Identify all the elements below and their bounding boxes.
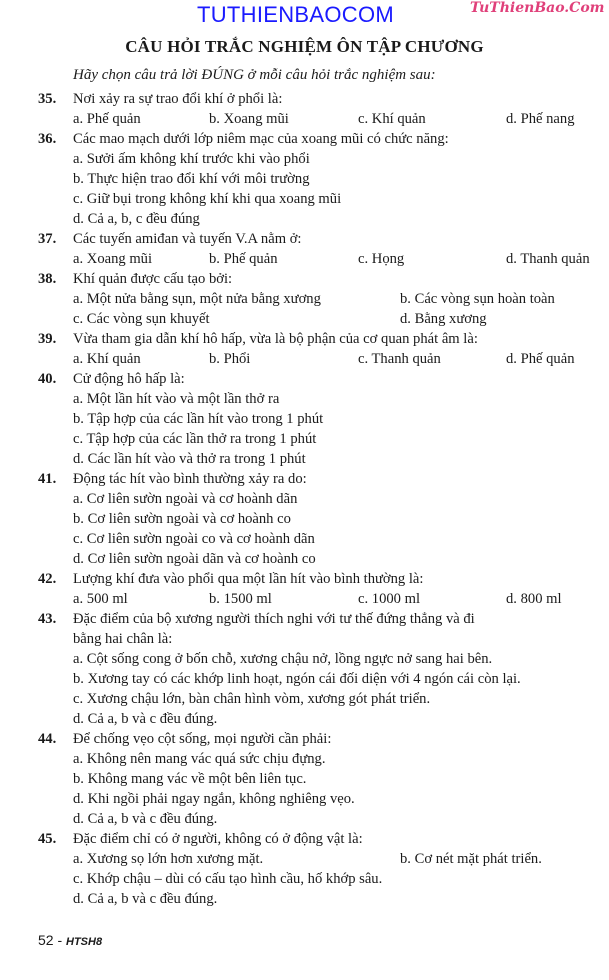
watermark-right: TuThienBao.Com	[470, 0, 605, 16]
option-d: d. Cơ liên sườn ngoài dãn và cơ hoành co	[73, 551, 316, 567]
page-footer	[38, 932, 102, 948]
page-number: 52 -	[38, 932, 63, 948]
question-number: 37.	[38, 231, 57, 247]
option-c: c. Tập hợp của các lần thở ra trong 1 phút	[73, 431, 317, 447]
option-d: d. Cả a, b và c đều đúng.	[73, 811, 218, 827]
question-37	[38, 229, 598, 269]
option-a: a. Xoang mũi	[73, 251, 153, 267]
question-number: 42.	[38, 571, 57, 587]
watermark-left: TUTHIENBAOCOM	[197, 2, 395, 27]
option-d: d. Cả a, b và c đều đúng.	[73, 891, 218, 907]
option-d: d. Bằng xương	[400, 311, 487, 327]
question-text: Khí quản được cấu tạo bởi:	[73, 271, 233, 287]
option-b: b. Xương tay có các khớp linh hoạt, ngón cái đối diện với 4 ngón cái còn lại.	[73, 671, 521, 687]
option-a: a. Cơ liên sườn ngoài và cơ hoành dãn	[73, 491, 298, 507]
option-a: a. Khí quản	[73, 351, 141, 367]
question-list	[38, 89, 598, 909]
option-d: d. 800 ml	[506, 591, 562, 607]
option-d: d. Cả a, b, c đều đúng	[73, 211, 200, 227]
option-b: b. Cơ nét mặt phát triển.	[400, 851, 542, 867]
question-number: 41.	[38, 471, 57, 487]
option-a: a. Phế quản	[73, 111, 141, 127]
question-text: Để chống vẹo cột sống, mọi người cần phải:	[73, 731, 332, 747]
option-c: c. Các vòng sụn khuyết	[73, 311, 210, 327]
question-number: 40.	[38, 371, 57, 387]
question-40	[38, 369, 598, 469]
question-text-continued: bằng hai chân là:	[73, 631, 173, 647]
option-d: d. Các lần hít vào và thở ra trong 1 phút	[73, 451, 306, 467]
option-c: c. Xương chậu lớn, bàn chân hình vòm, xương gót phát triển.	[73, 691, 431, 707]
question-42	[38, 569, 598, 609]
option-b: b. Thực hiện trao đổi khí với môi trường	[73, 171, 310, 187]
question-36	[38, 129, 598, 229]
question-number: 45.	[38, 831, 57, 847]
question-number: 43.	[38, 611, 57, 627]
question-38	[38, 269, 598, 329]
option-b: b. Không mang vác về một bên liên tục.	[73, 771, 307, 787]
option-d: d. Thanh quản	[506, 251, 590, 267]
option-a: a. Một lần hít vào và một lần thở ra	[73, 391, 280, 407]
question-45	[38, 829, 598, 909]
option-a: a. Không nên mang vác quá sức chịu đựng.	[73, 751, 326, 767]
option-c: d. Khi ngồi phải ngay ngắn, không nghiêng vẹo.	[73, 791, 355, 807]
option-b: b. Phổi	[209, 351, 251, 367]
question-44	[38, 729, 598, 829]
book-code: HTSH8	[66, 936, 103, 948]
option-a: a. Sưởi ấm không khí trước khi vào phổi	[73, 151, 310, 167]
option-a: a. Xương sọ lớn hơn xương mặt.	[73, 851, 264, 867]
question-number: 44.	[38, 731, 57, 747]
question-number: 38.	[38, 271, 57, 287]
question-43	[38, 609, 598, 729]
question-text: Vừa tham gia dẫn khí hô hấp, vừa là bộ phận của cơ quan phát âm là:	[73, 331, 478, 347]
option-b: b. Cơ liên sườn ngoài và cơ hoành co	[73, 511, 291, 527]
option-c: c. 1000 ml	[358, 591, 421, 607]
option-a: a. Một nửa bằng sụn, một nửa bằng xương	[73, 291, 321, 307]
option-c: c. Khớp chậu – dùi có cấu tạo hình cầu, hố khớp sâu.	[73, 871, 383, 887]
option-c: c. Họng	[358, 251, 405, 267]
option-b: b. Xoang mũi	[209, 111, 289, 127]
option-b: b. 1500 ml	[209, 591, 272, 607]
option-d: d. Phế nang	[506, 111, 575, 127]
option-b: b. Phế quản	[209, 251, 278, 267]
option-d: d. Phế quản	[506, 351, 575, 367]
question-text: Nơi xảy ra sự trao đổi khí ở phổi là:	[73, 91, 283, 107]
question-text: Cử động hô hấp là:	[73, 371, 185, 387]
option-b: b. Các vòng sụn hoàn toàn	[400, 291, 555, 307]
option-a: a. 500 ml	[73, 591, 128, 607]
option-c: c. Thanh quản	[358, 351, 441, 367]
question-number: 39.	[38, 331, 57, 347]
question-35	[38, 89, 598, 129]
question-39	[38, 329, 598, 369]
question-number: 35.	[38, 91, 57, 107]
option-b: b. Tập hợp của các lần hít vào trong 1 phút	[73, 411, 324, 427]
question-text: Đặc điểm của bộ xương người thích nghi với tư thế đứng thẳng và đi	[73, 611, 475, 627]
question-number: 36.	[38, 131, 57, 147]
question-text: Các tuyến amiđan và tuyến V.A nằm ở:	[73, 231, 302, 247]
page-title: CÂU HỎI TRẮC NGHIỆM ÔN TẬP CHƯƠNG	[125, 37, 484, 56]
option-d: d. Cả a, b và c đều đúng.	[73, 711, 218, 727]
question-text: Lượng khí đưa vào phổi qua một lần hít vào bình thường là:	[73, 571, 424, 587]
option-c: c. Giữ bụi trong không khí khi qua xoang mũi	[73, 191, 342, 207]
option-c: c. Cơ liên sườn ngoài co và cơ hoành dãn	[73, 531, 315, 547]
question-text: Đặc điểm chỉ có ở người, không có ở động vật là:	[73, 831, 363, 847]
question-41	[38, 469, 598, 569]
option-a: a. Cột sống cong ở bốn chỗ, xương chậu nở, lồng ngực nở sang hai bên.	[73, 651, 493, 667]
option-c: c. Khí quản	[358, 111, 426, 127]
question-text: Các mao mạch dưới lớp niêm mạc của xoang mũi có chức năng:	[73, 131, 449, 147]
instruction: Hãy chọn câu trả lời ĐÚNG ở mỗi câu hỏi trắc nghiệm sau:	[73, 67, 436, 83]
question-text: Động tác hít vào bình thường xảy ra do:	[73, 471, 307, 487]
